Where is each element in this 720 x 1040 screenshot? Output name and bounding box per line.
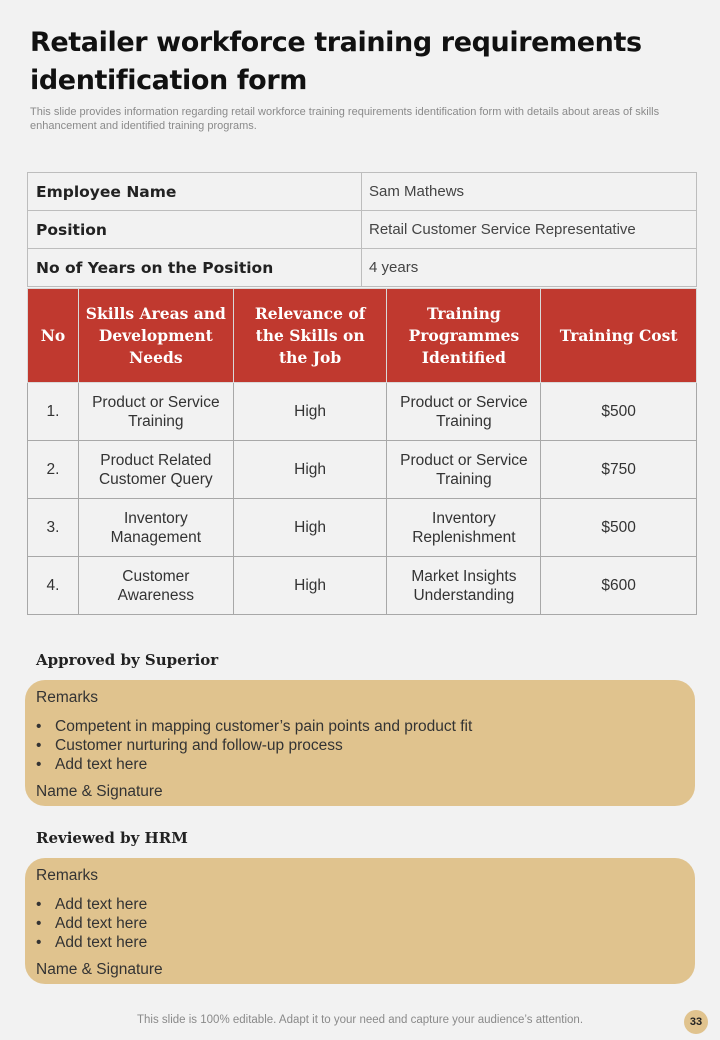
training-programme: Market Insights Understanding	[387, 557, 541, 615]
footer-note: This slide is 100% editable. Adapt it to your need and capture your audience’s attention.	[136, 1014, 584, 1026]
remarks-label: Remarks	[36, 689, 99, 706]
skill-area: Product or Service Training	[78, 383, 233, 441]
page-number-badge: 33	[684, 1010, 708, 1034]
list-item: • Add text here	[36, 933, 684, 952]
position-value: Retail Customer Service Representative	[362, 211, 697, 249]
relevance: High	[233, 557, 387, 615]
skills-header-row	[28, 289, 697, 383]
row-number: 3.	[28, 499, 79, 557]
training-programme: Product or Service Training	[387, 441, 541, 499]
training-cost: $750	[541, 441, 697, 499]
row-number: 4.	[28, 557, 79, 615]
training-cost: $600	[541, 557, 697, 615]
table-row	[28, 173, 697, 211]
list-item: • Competent in mapping customer’s pain points and product fit	[36, 717, 684, 736]
superior-remarks-list	[36, 717, 684, 774]
page-title: Retailer workforce training requirements identification form	[30, 27, 642, 96]
table-row	[28, 557, 697, 615]
relevance: High	[233, 441, 387, 499]
skill-area: Inventory Management	[78, 499, 233, 557]
page-subtitle: This slide provides information regarding retail workforce training requirements identification form with details about areas of skills enhancement and identified training programs.	[30, 106, 660, 132]
signature-label: Name & Signature	[36, 783, 163, 800]
table-row	[28, 211, 697, 249]
hrm-remarks-list	[36, 895, 684, 952]
header-programmes: Training Programmes Identified	[387, 289, 541, 383]
remarks-label: Remarks	[36, 867, 99, 884]
relevance: High	[233, 383, 387, 441]
list-item: • Add text here	[36, 895, 684, 914]
training-programme: Inventory Replenishment	[387, 499, 541, 557]
row-number: 2.	[28, 441, 79, 499]
relevance: High	[233, 499, 387, 557]
header-skills-areas: Skills Areas and Development Needs	[78, 289, 233, 383]
employee-name-label: Employee Name	[28, 173, 362, 211]
employee-name-value: Sam Mathews	[362, 173, 697, 211]
skills-table	[27, 288, 697, 615]
years-value: 4 years	[362, 249, 697, 287]
training-cost: $500	[541, 383, 697, 441]
skill-area: Customer Awareness	[78, 557, 233, 615]
signature-label: Name & Signature	[36, 961, 163, 978]
row-number: 1.	[28, 383, 79, 441]
superior-remarks-card	[25, 680, 695, 806]
position-label: Position	[28, 211, 362, 249]
training-programme: Product or Service Training	[387, 383, 541, 441]
skill-area: Product Related Customer Query	[78, 441, 233, 499]
superior-heading: Approved by Superior	[36, 651, 219, 669]
hrm-heading: Reviewed by HRM	[36, 829, 188, 847]
list-item: • Add text here	[36, 914, 684, 933]
years-label: No of Years on the Position	[28, 249, 362, 287]
header-relevance: Relevance of the Skills on the Job	[233, 289, 387, 383]
header-cost: Training Cost	[541, 289, 697, 383]
list-item: • Add text here	[36, 755, 684, 774]
table-row	[28, 383, 697, 441]
header-no: No	[28, 289, 79, 383]
table-row	[28, 441, 697, 499]
training-cost: $500	[541, 499, 697, 557]
hrm-remarks-card	[25, 858, 695, 984]
employee-info-table	[27, 172, 697, 287]
table-row	[28, 499, 697, 557]
table-row	[28, 249, 697, 287]
list-item: • Customer nurturing and follow-up process	[36, 736, 684, 755]
